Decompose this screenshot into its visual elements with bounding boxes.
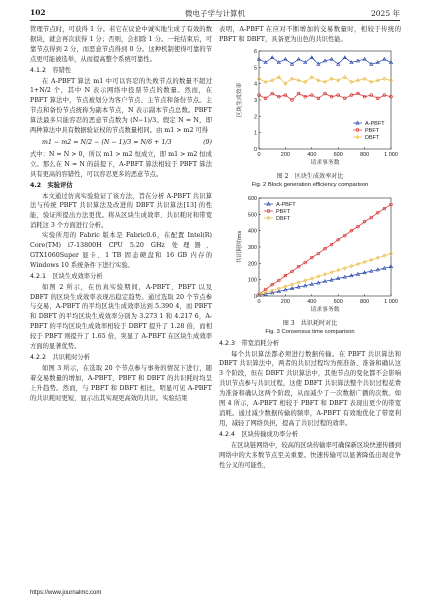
paragraph: 本文通过仿真实验验证了该方法，旨在分析 A-PBFT 共识算法与传统 PBFT 共识算法及改进的 DBFT 共识算法[13] 的性能，验证所提出方法更优。将从区块生成效率、共识耗时和带宽消耗这 3 个方面进行分析。	[30, 192, 212, 230]
figure-2	[219, 45, 401, 189]
journal-name: 微电子学与计算机	[185, 9, 245, 18]
x-tick-label: 400	[307, 299, 317, 306]
x-axis-label: 请求事务数	[310, 159, 340, 166]
legend-label: DBFT	[276, 216, 291, 223]
x-tick-label: 800	[360, 151, 370, 158]
paragraph: 如图 3 所示，在选取 20 个节点参与事务的情况下进行，随着交易数量的增加，A-PBFT、PBFT 和 DBFT 的共识耗时均呈上升趋势。然而，与 PBFT 和 DBFT 相比，明显可见 A-PBFT 的共识耗时更短，显示出其实现更高效的共识。实验结果	[30, 364, 212, 402]
block-generation-chart	[219, 45, 401, 173]
legend-label: A-PBFT	[365, 120, 385, 127]
section-heading: 4.2.4 区块传输成功率分析	[219, 430, 298, 438]
y-axis-label: 共识耗时/ms	[237, 230, 243, 264]
page-number: 102	[30, 8, 46, 17]
x-tick-label: 200	[280, 299, 290, 306]
consensus-time-chart	[219, 192, 401, 320]
figure-caption-cn: 图 2 区块生成效率对比	[276, 172, 344, 180]
y-tick-label: 100	[247, 277, 257, 284]
paragraph: 式中：N = N > 0，所以 m1 > m2 恒成立，即 m1 > m2 恒成立。那么在 N = N 的前提下，A-PBFT 算法相较于 PBFT 算法具有更高的容错性，可以容忍更多的恶意节点。	[30, 150, 212, 178]
equation-body: m1 − m2 = N/2 − (N − 1)/3 = N/6 + 1/3	[42, 138, 172, 146]
x-tick-label: 1 000	[384, 299, 398, 306]
right-column	[219, 25, 401, 470]
year: 2025 年	[371, 9, 400, 18]
y-tick-label: 600	[247, 196, 257, 203]
section-heading: 4.1.2 容错性	[30, 66, 72, 74]
section-heading: 4.2.1 区块生成效率分析	[30, 272, 103, 280]
x-tick-label: 1 000	[384, 151, 398, 158]
y-tick-label: 1	[253, 130, 257, 137]
legend-label: PBFT	[365, 127, 380, 134]
y-tick-label: 5	[253, 65, 257, 72]
running-header	[30, 8, 400, 20]
x-tick-label: 0	[257, 299, 261, 306]
y-tick-label: 4	[253, 81, 257, 88]
figure-caption-en: Fig. 3 Consensus time comparison	[265, 329, 355, 336]
y-tick-label: 0	[253, 294, 257, 301]
header-rule	[30, 20, 400, 21]
equation	[30, 136, 212, 150]
y-tick-label: 3	[253, 97, 257, 104]
left-column	[30, 25, 212, 404]
paragraph: 实验所用的 Fabric 版本是 Fabric0.6，在配置 Intel(R) Core(TM) i7-13800H CPU 5.20 GHz 处理器、GTX1060Super 显卡、1 TB 固态硬盘和 16 GB 内存的 Windows 10 系统条件下进行实验。	[30, 232, 212, 269]
y-tick-label: 200	[247, 261, 257, 268]
figure-caption-cn: 图 3 共识耗时对比	[282, 320, 338, 328]
x-axis-label: 请求事务数	[310, 307, 340, 314]
paragraph: 如图 2 所示，在仿真实验期间，A-PBFT、PBFT 以及 DBFT 的区块生成效率表现出稳定趋势。通过选取 20 个节点参与交易，A-PBFT 的平均区块生成效率达到 5.390 4，而 PBFT 和 DBFT 的平均区块生成效率分别为 3.273 1 和 4.217 6，A-PBFT 的平均区块生成效率相较于 DBFT 提升了 1.28 倍，而相较于 PBFT 则提升了 1.65 倍，突显了 A-PBFT 在区块生成效率方面的显著优势。	[30, 283, 212, 351]
y-tick-label: 500	[247, 212, 257, 219]
paragraph: 管理节点时，可获得 1 分。若它在议论中诚实地生成了有效的数据块，就会再次获得 1 分；否则，会扣除 1 分。一轮结束后，可靠节点得到 2 分，而恶意节点得到 0 分。这种机制使得可靠的节点更可能被选举，从而提高整个系统可靠性。	[30, 26, 212, 63]
x-tick-label: 0	[257, 151, 261, 158]
y-tick-label: 0	[253, 146, 257, 153]
x-tick-label: 200	[280, 151, 290, 158]
paragraph: 在区块链网络中，较高的区块传输率可确保新区块快速传播到网络中的大多数节点至关重要。快速传输可以显著降低出现竞争性分叉的可能性，	[219, 441, 402, 469]
y-axis-label: 区块生成效率	[237, 82, 243, 118]
y-tick-label: 6	[253, 48, 257, 55]
paragraph: 表明，A-PBFT 在应对不断增加的交易数量时，相较于传统的 PBFT 和 DBFT，具备更为出色的共识性能。	[219, 26, 401, 43]
x-tick-label: 800	[360, 299, 370, 306]
paragraph: 每个共识算法都必须进行数据传输。在 PBFT 共识算法和 DBFT 共识算法中，两者的共识过程均为预准备、准备和确认这 3 个阶段，但在 DBFT 共识算法中，其他节点的变化都不会影响共识节点参与共识过程，这使 DBFT 共识算法整个共识过程花费为准备和确认这两个阶段，从而减少了一次数据广播的次数。如图 4 所示，A-PBFT 相较于 PBFT 和 DBFT 表现出更少的带宽消耗。通过减少数据传输的频率，A-PBFT 有效地优化了带宽利用，减轻了网络负担，提高了共识过程的效率。	[219, 350, 401, 427]
x-tick-label: 600	[333, 151, 343, 158]
y-tick-label: 400	[247, 228, 257, 235]
figure-3	[219, 192, 401, 336]
y-tick-label: 2	[253, 114, 257, 121]
x-tick-label: 400	[307, 151, 317, 158]
legend-label: PBFT	[276, 209, 291, 216]
legend-label: A-PBFT	[276, 202, 296, 209]
x-tick-label: 600	[333, 299, 343, 306]
section-heading: 4.2.2 共识耗时分析	[30, 354, 91, 361]
figure-caption-en: Fig. 2 Block generation efficiency comparison	[251, 182, 369, 189]
y-tick-label: 300	[247, 245, 257, 252]
equation-number: (9)	[203, 138, 212, 146]
paragraph: 在 A-PBFT 算法 m1 中可以容忍的失败节点的数量不超过 1+N/2 个，其中 N 表示网络中投票节点的数量。然而，在 PBFT 算法中，节点被划分为客户节点、主节点和备份节点。主节点和备份节点统称为副本节点，N 表示副本节点总数。PBFT 算法最多只能容忍的恶意节点数为 (N−1)/3。假定 N = N，即两种算法中具有数据验证权的节点数量相同。由 m1 > m2 可得	[30, 77, 212, 135]
series-line	[259, 254, 391, 295]
footer-url: https://www.journalmc.com	[30, 590, 102, 596]
legend-label: DBFT	[365, 134, 380, 141]
section-heading: 4.2.3 带宽消耗分析	[219, 339, 280, 347]
section-heading: 4.2 实验评估	[30, 181, 73, 189]
